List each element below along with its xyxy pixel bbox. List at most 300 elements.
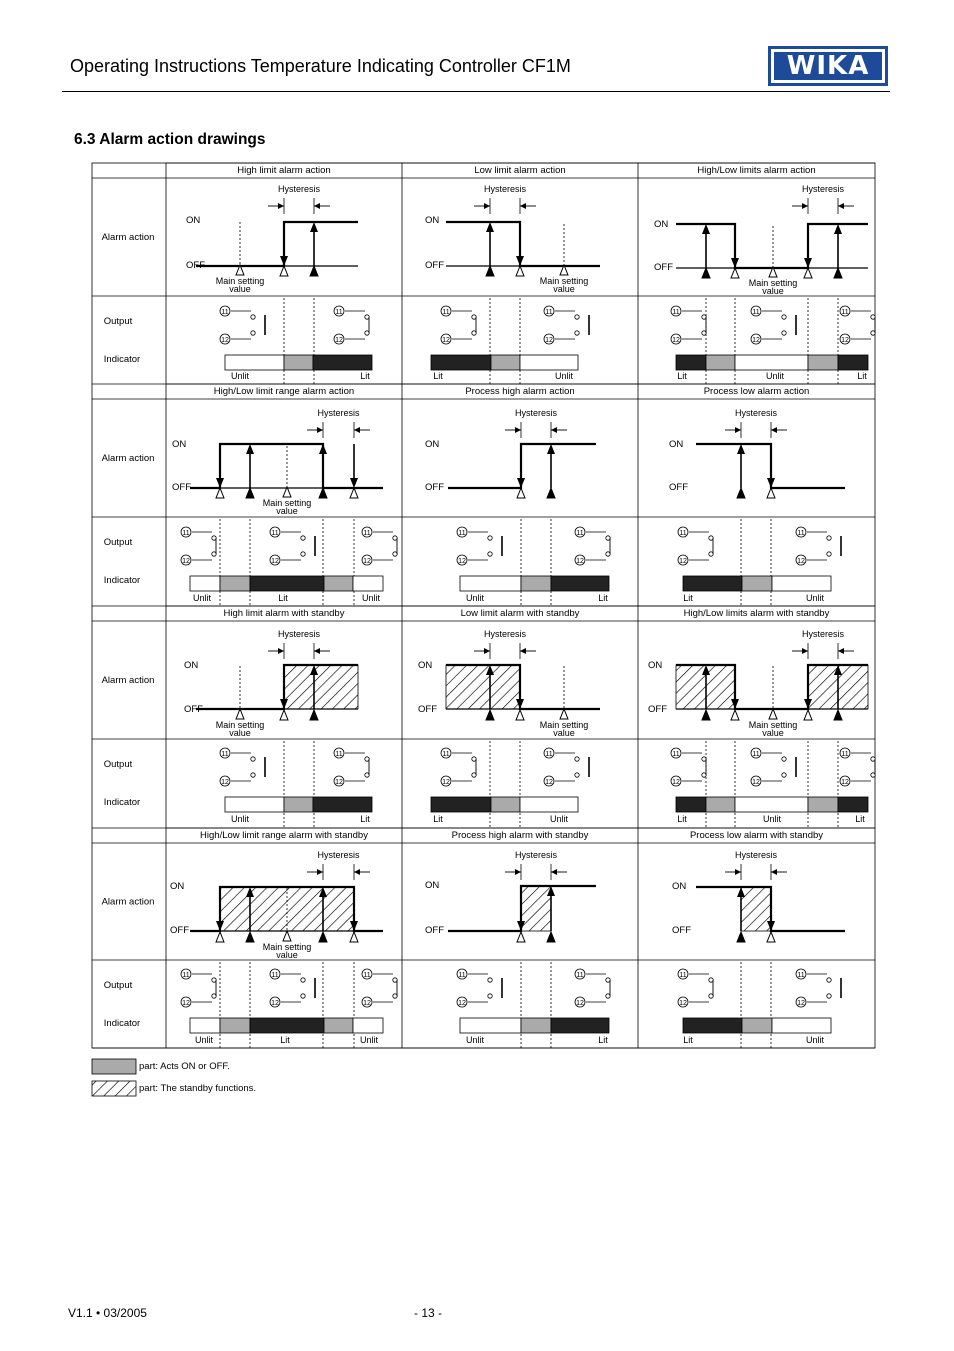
indicator-label-text: Lit (278, 593, 288, 603)
indicator-seg (808, 797, 838, 812)
on-label: ON (669, 439, 684, 450)
indicator-seg (742, 576, 772, 591)
terminal-label: 12 (679, 558, 687, 565)
terminal-label: 11 (363, 972, 371, 979)
terminal-label: 12 (841, 337, 849, 344)
indicator-label-text: Lit (677, 814, 687, 824)
hyst-head-right (838, 203, 844, 209)
arrow-down-head (350, 478, 358, 488)
indicator-seg (551, 576, 609, 591)
terminal-label: 11 (841, 309, 849, 316)
indicator-label-text: Unlit (230, 371, 250, 381)
main-setting-label: value (276, 950, 298, 960)
main-setting-label: Main setting (539, 720, 589, 730)
hollow-marker (280, 710, 288, 720)
output-label: Output (103, 316, 133, 327)
filled-marker (702, 710, 710, 720)
diagram-title: High/Low limits alarm with standby (683, 608, 830, 619)
arrow-up-head (486, 222, 494, 232)
hollow-marker (216, 932, 224, 942)
terminal-label: 11 (672, 309, 680, 316)
relay-contact (702, 331, 706, 335)
indicator-seg (220, 576, 250, 591)
filled-marker (310, 266, 318, 276)
indicator-label-text: Unlit (554, 371, 574, 381)
hysteresis-label: Hysteresis (277, 184, 321, 194)
indicator-seg (683, 576, 742, 591)
main-setting-marker (236, 709, 244, 719)
terminal-label: 12 (335, 337, 343, 344)
indicator-label-text: Unlit (549, 814, 569, 824)
on-label: ON (418, 660, 433, 671)
indicator-label: Indicator (103, 797, 141, 808)
hyst-head-left (317, 427, 323, 433)
terminal-label: 11 (442, 751, 450, 758)
indicator-seg (431, 355, 491, 370)
main-setting-label: value (762, 286, 784, 296)
terminal-label: 12 (182, 558, 190, 565)
relay-contact (212, 536, 216, 540)
indicator-label-text: Lit (683, 593, 693, 603)
relay-contact (702, 773, 706, 777)
relay-contact (488, 552, 492, 556)
main-setting-label: value (762, 728, 784, 738)
terminal-label: 11 (363, 530, 371, 537)
terminal-label: 12 (363, 558, 371, 565)
hyst-head-right (314, 203, 320, 209)
terminal-label: 11 (458, 972, 466, 979)
hyst-head-right (520, 203, 526, 209)
arrow-up-head (834, 224, 842, 234)
diagram-title: Process high alarm action (465, 386, 575, 397)
terminal-label: 12 (672, 779, 680, 786)
filled-marker (246, 488, 254, 498)
indicator-seg (676, 797, 706, 812)
indicator-label-text: Unlit (805, 1035, 825, 1045)
legend-hatch-swatch (92, 1081, 136, 1096)
indicator-seg (551, 1018, 609, 1033)
terminal-label: 11 (271, 972, 279, 979)
arrow-down-head (767, 478, 775, 488)
indicator-seg (676, 355, 706, 370)
off-label: OFF (425, 925, 444, 936)
off-label: OFF (648, 704, 667, 715)
waveform (446, 222, 600, 266)
terminal-label: 12 (672, 337, 680, 344)
relay-contact (782, 331, 786, 335)
diagram-title: Process low alarm action (703, 386, 810, 397)
hysteresis-label: Hysteresis (734, 850, 778, 860)
indicator-seg (521, 576, 551, 591)
output-label: Output (103, 759, 133, 770)
indicator-seg (491, 797, 520, 812)
footer-version: V1.1 • 03/2005 (68, 1306, 147, 1320)
terminal-label: 11 (458, 530, 466, 537)
terminal-label: 12 (442, 337, 450, 344)
terminal-label: 11 (442, 309, 450, 316)
indicator-label: Indicator (103, 1018, 141, 1029)
terminal-label: 12 (752, 779, 760, 786)
relay-contact (606, 536, 610, 540)
filled-marker (486, 266, 494, 276)
filled-marker (319, 932, 327, 942)
arrow-up-head (319, 444, 327, 454)
hyst-head-left (735, 427, 741, 433)
hyst-head-right (771, 427, 777, 433)
relay-contact (709, 552, 713, 556)
hyst-head-right (838, 648, 844, 654)
main-setting-label: value (553, 728, 575, 738)
terminal-label: 11 (221, 751, 229, 758)
terminal-label: 11 (182, 972, 190, 979)
indicator-label-text: Lit (855, 814, 865, 824)
terminal-label: 11 (576, 530, 584, 537)
terminal-label: 12 (679, 1000, 687, 1007)
indicator-seg (521, 1018, 551, 1033)
relay-contact (251, 773, 255, 777)
terminal-label: 11 (672, 751, 680, 758)
main-setting-label: Main setting (748, 720, 798, 730)
hollow-marker (216, 488, 224, 498)
indicator-label: Indicator (103, 354, 141, 365)
document-title: Operating Instructions Temperature Indicating Controller CF1M (70, 56, 571, 76)
indicator-seg (808, 355, 838, 370)
relay-contact (702, 315, 706, 319)
indicator-label-text: Unlit (465, 593, 485, 603)
indicator-seg (313, 355, 372, 370)
indicator-label: Indicator (103, 575, 141, 586)
indicator-seg (683, 1018, 742, 1033)
indicator-seg (735, 355, 808, 370)
relay-contact (702, 757, 706, 761)
alarm-action-label: Alarm action (101, 453, 155, 464)
indicator-seg (225, 797, 284, 812)
hollow-marker (804, 268, 812, 278)
relay-contact (871, 757, 875, 761)
terminal-label: 11 (679, 530, 687, 537)
arrow-down-head (731, 258, 739, 268)
relay-contact (472, 315, 476, 319)
main-setting-label: value (553, 284, 575, 294)
hysteresis-label: Hysteresis (277, 629, 321, 639)
off-label: OFF (425, 482, 444, 493)
indicator-seg (460, 1018, 521, 1033)
arrow-down-head (216, 478, 224, 488)
arrow-down-head (804, 258, 812, 268)
off-label: OFF (170, 925, 189, 936)
relay-contact (365, 315, 369, 319)
terminal-label: 11 (679, 972, 687, 979)
indicator-label-text: Lit (433, 371, 443, 381)
relay-contact (301, 536, 305, 540)
filled-marker (834, 710, 842, 720)
indicator-label-text: Unlit (194, 1035, 214, 1045)
terminal-label: 12 (442, 779, 450, 786)
relay-contact (606, 994, 610, 998)
main-setting-label: Main setting (215, 720, 265, 730)
relay-contact (472, 331, 476, 335)
indicator-seg (284, 355, 313, 370)
off-label: OFF (186, 260, 205, 271)
on-label: ON (170, 881, 185, 892)
arrow-up-head (310, 222, 318, 232)
main-setting-label: Main setting (262, 498, 312, 508)
main-setting-label: value (229, 284, 251, 294)
terminal-label: 11 (335, 751, 343, 758)
relay-contact (827, 536, 831, 540)
indicator-label-text: Lit (598, 1035, 608, 1045)
relay-contact (301, 994, 305, 998)
hysteresis-label: Hysteresis (483, 184, 527, 194)
relay-contact (827, 552, 831, 556)
hollow-marker (767, 932, 775, 942)
indicator-seg (324, 1018, 353, 1033)
diagram-title: Low limit alarm with standby (460, 608, 580, 619)
diagram-title: High/Low limits alarm action (697, 165, 816, 176)
relay-contact (782, 757, 786, 761)
relay-contact (575, 773, 579, 777)
indicator-label-text: Unlit (359, 1035, 379, 1045)
hyst-head-right (520, 648, 526, 654)
hyst-head-right (354, 869, 360, 875)
indicator-label-text: Lit (677, 371, 687, 381)
hysteresis-label: Hysteresis (734, 408, 778, 418)
terminal-label: 11 (545, 751, 553, 758)
terminal-label: 12 (576, 1000, 584, 1007)
relay-contact (251, 331, 255, 335)
relay-contact (575, 331, 579, 335)
terminal-label: 12 (841, 779, 849, 786)
indicator-seg (250, 576, 324, 591)
main-setting-label: Main setting (262, 942, 312, 952)
output-label: Output (103, 537, 133, 548)
indicator-seg (353, 576, 383, 591)
off-label: OFF (172, 482, 191, 493)
hyst-head-left (317, 869, 323, 875)
terminal-label: 11 (545, 309, 553, 316)
hysteresis-label: Hysteresis (317, 850, 360, 860)
hyst-head-left (515, 427, 521, 433)
hyst-head-right (354, 427, 360, 433)
relay-contact (871, 331, 875, 335)
alarm-action-label: Alarm action (101, 896, 155, 908)
alarm-action-label: Alarm action (101, 675, 155, 686)
legend-gray-swatch (92, 1059, 136, 1074)
indicator-label-text: Lit (433, 814, 443, 824)
diagram-title: High limit alarm action (237, 165, 331, 176)
hysteresis-label: Hysteresis (801, 184, 845, 194)
relay-contact (782, 773, 786, 777)
terminal-label: 11 (271, 530, 279, 537)
terminal-label: 12 (182, 1000, 190, 1007)
indicator-seg (742, 1018, 772, 1033)
indicator-label-text: Lit (360, 814, 370, 824)
standby-hatch (521, 886, 551, 931)
hyst-head-left (278, 203, 284, 209)
diagram-title: Process high alarm with standby (451, 830, 589, 841)
indicator-label-text: Unlit (361, 593, 381, 603)
indicator-seg (735, 797, 808, 812)
indicator-seg (706, 797, 735, 812)
terminal-label: 12 (335, 779, 343, 786)
hysteresis-label: Hysteresis (483, 629, 527, 639)
hyst-head-left (735, 869, 741, 875)
hyst-head-right (771, 869, 777, 875)
indicator-seg (324, 576, 353, 591)
arrow-down-head (280, 256, 288, 266)
terminal-label: 12 (221, 337, 229, 344)
indicator-label-text: Unlit (192, 593, 212, 603)
diagram-title: Process low alarm with standby (689, 830, 824, 841)
relay-contact (212, 978, 216, 982)
indicator-label-text: Unlit (465, 1035, 485, 1045)
terminal-label: 12 (271, 558, 279, 565)
indicator-seg (520, 355, 578, 370)
filled-marker (547, 932, 555, 942)
relay-contact (606, 552, 610, 556)
on-label: ON (672, 881, 687, 892)
relay-contact (393, 978, 397, 982)
terminal-label: 12 (458, 1000, 466, 1007)
hollow-marker (517, 488, 525, 498)
relay-contact (488, 536, 492, 540)
relay-contact (871, 773, 875, 777)
on-label: ON (654, 219, 669, 230)
filled-marker (310, 710, 318, 720)
relay-contact (393, 536, 397, 540)
arrow-up-head (737, 444, 745, 454)
hollow-marker (517, 932, 525, 942)
filled-marker (547, 488, 555, 498)
arrow-up-head (702, 224, 710, 234)
relay-contact (365, 773, 369, 777)
main-setting-label: value (276, 506, 298, 516)
legend-gray-text: part: Acts ON or OFF. (139, 1061, 230, 1072)
off-label: OFF (672, 925, 691, 936)
main-setting-marker (769, 709, 777, 719)
main-setting-marker (283, 931, 291, 941)
on-label: ON (184, 660, 199, 671)
relay-contact (472, 773, 476, 777)
indicator-seg (220, 1018, 250, 1033)
indicator-seg (491, 355, 520, 370)
relay-contact (301, 978, 305, 982)
off-label: OFF (669, 482, 688, 493)
filled-marker (319, 488, 327, 498)
relay-contact (871, 315, 875, 319)
indicator-label-text: Unlit (762, 814, 782, 824)
filled-marker (246, 932, 254, 942)
relay-contact (709, 978, 713, 982)
main-setting-label: Main setting (215, 276, 265, 286)
terminal-label: 11 (752, 309, 760, 316)
hollow-marker (804, 710, 812, 720)
filled-marker (737, 932, 745, 942)
indicator-seg (520, 797, 578, 812)
terminal-label: 11 (797, 972, 805, 979)
arrow-up-head (547, 444, 555, 454)
terminal-label: 12 (797, 558, 805, 565)
diagram-title: High/Low limit range alarm action (213, 386, 355, 397)
output-label: Output (103, 980, 133, 991)
terminal-label: 12 (545, 337, 553, 344)
hollow-marker (731, 710, 739, 720)
hyst-head-right (314, 648, 320, 654)
footer-page-number: - 13 - (414, 1306, 443, 1320)
hyst-head-left (802, 203, 808, 209)
relay-contact (301, 552, 305, 556)
arrow-down-head (517, 478, 525, 488)
hyst-head-left (484, 203, 490, 209)
relay-contact (488, 994, 492, 998)
indicator-seg (838, 355, 868, 370)
hollow-marker (350, 488, 358, 498)
alarm-action-label: Alarm action (101, 232, 155, 243)
indicator-seg (460, 576, 521, 591)
indicator-seg (190, 576, 220, 591)
off-label: OFF (418, 704, 437, 715)
relay-contact (393, 552, 397, 556)
hysteresis-label: Hysteresis (514, 850, 558, 860)
indicator-seg (706, 355, 735, 370)
logo-text: WIKA (774, 52, 882, 80)
indicator-seg (772, 576, 831, 591)
relay-contact (709, 536, 713, 540)
standby-hatch (741, 887, 771, 931)
terminal-label: 11 (841, 751, 849, 758)
legend-hatch-text: part: The standby functions. (139, 1083, 257, 1094)
hollow-marker (350, 932, 358, 942)
terminal-label: 11 (576, 972, 584, 979)
relay-contact (827, 994, 831, 998)
indicator-seg (353, 1018, 383, 1033)
indicator-seg (284, 797, 313, 812)
indicator-label-text: Unlit (805, 593, 825, 603)
hyst-head-right (551, 869, 557, 875)
diagram-title: High/Low limit range alarm with standby (200, 830, 368, 841)
hyst-head-left (802, 648, 808, 654)
indicator-label-text: Lit (857, 371, 867, 381)
indicator-label-text: Lit (360, 371, 370, 381)
hollow-marker (280, 266, 288, 276)
terminal-label: 11 (335, 309, 343, 316)
terminal-label: 12 (271, 1000, 279, 1007)
terminal-label: 11 (182, 530, 190, 537)
relay-contact (251, 315, 255, 319)
terminal-label: 11 (797, 530, 805, 537)
indicator-label-text: Unlit (230, 814, 250, 824)
indicator-label-text: Lit (280, 1035, 290, 1045)
indicator-seg (838, 797, 868, 812)
main-setting-label: Main setting (748, 278, 798, 288)
off-label: OFF (425, 260, 444, 271)
relay-contact (782, 315, 786, 319)
terminal-label: 12 (797, 1000, 805, 1007)
diagram-title: Low limit alarm action (474, 165, 566, 176)
hyst-head-left (515, 869, 521, 875)
relay-contact (393, 994, 397, 998)
relay-contact (251, 757, 255, 761)
indicator-seg (772, 1018, 831, 1033)
terminal-label: 12 (545, 779, 553, 786)
relay-contact (575, 757, 579, 761)
section-title: 6.3 Alarm action drawings (74, 131, 266, 148)
hysteresis-label: Hysteresis (317, 408, 360, 418)
off-label: OFF (184, 704, 203, 715)
arrow-down-head (516, 256, 524, 266)
on-label: ON (425, 880, 440, 891)
hyst-head-right (551, 427, 557, 433)
